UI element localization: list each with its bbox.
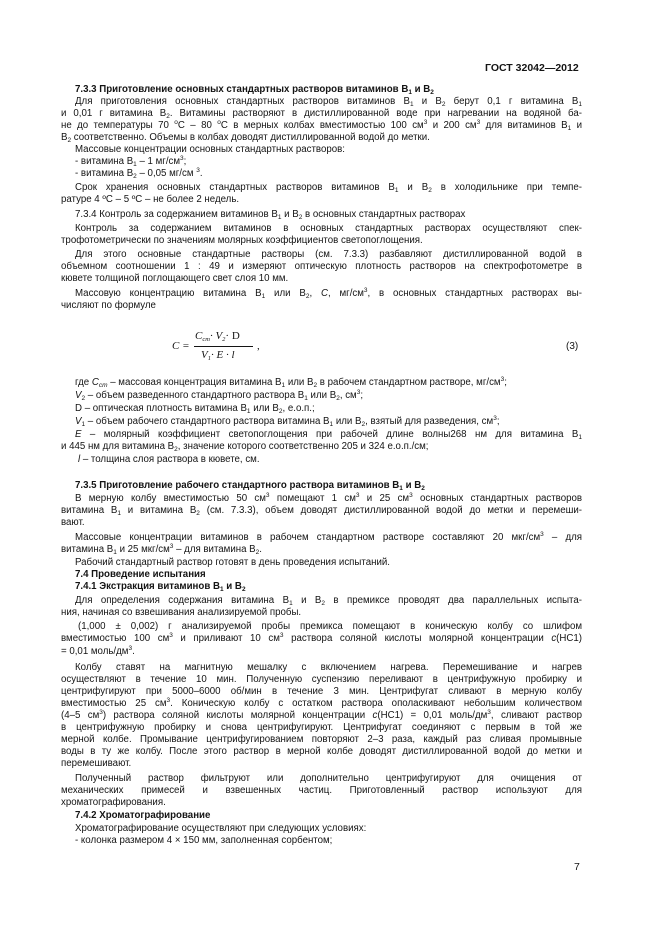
text-line: Срок хранения основных стандартных растворов витаминов $В_1$ и $В_2$ в холодильнике при темпе- bbox=[75, 182, 582, 194]
text-line: ния, начиная со взвешивания анализируемой пробы. bbox=[61, 607, 302, 618]
text-line: осуществляют в течение 10 мин. Полученную суспензию переливают в центрифужную пробирку и bbox=[61, 674, 582, 685]
text-line: Массовую концентрацию витамина $В_1$ или $В_2$, С, $мг/см^3$, в основных стандартных растворах вы- bbox=[75, 287, 582, 300]
page-number: 7 bbox=[574, 861, 580, 873]
text-line: где $С_{ст}$ – массовая концентрация витамина $В_1$ или $В_2$ в рабочем стандартном растворе, $мг/см^3$; bbox=[75, 376, 507, 389]
section-heading-7-3-3: 7.3.3 Приготовление основных стандартных растворов витаминов $В_1$ и $В_2$ bbox=[75, 84, 434, 96]
text-line: Массовые концентрации основных стандартных растворов: bbox=[75, 144, 345, 155]
formula-numerator: $C_{cm}\cdot V_2\cdot D$ bbox=[195, 330, 240, 343]
text-line: (4–5 $см^3$) раствора соляной кислоты молярной концентрации с(HC1) = 0,01 моль/$дм^3$, сливают раствор bbox=[61, 709, 582, 721]
text-line: в центрифужную пробирку и снова центрифугируют. Центрифугат соединяют с первым в той же bbox=[61, 722, 582, 733]
text-line: центрифугируют при 5000–6000 об/мин в течение 3 мин. Центрифугат сливают в мерную колбу bbox=[61, 686, 582, 697]
text-line: Колбу ставят на магнитную мешалку с включением нагрева. Перемешивание и нагрев bbox=[75, 662, 582, 673]
section-heading-7-3-4: 7.3.4 Контроль за содержанием витаминов $В_1$ и $В_2$ в основных стандартных растворах bbox=[75, 209, 466, 221]
text-line: Для этого основные стандартные растворы (см. 7.3.3) разбавляют дистиллированной водой в bbox=[75, 249, 582, 260]
text-line: механических примесей и взвешенных частиц. Приготовленный раствор используют для bbox=[61, 785, 582, 796]
text-line: вместимостью 25 $см^3$. Коническую колбу с остатком раствора ополаскивают небольшим количеством bbox=[61, 697, 582, 709]
text-line: и 445 нм для витамина $В_2$, значение которого соответственно 205 и 324 е.о.п./см; bbox=[61, 441, 429, 453]
text-line: не до температуры 70 $^о$С – 80 $^о$С в мерных колбах вместимостью 100 $см^3$ и 200 $см^3$ для витаминов $В_1$ и bbox=[61, 119, 583, 132]
formula-denominator: $V_1\cdot E \cdot l$ bbox=[201, 349, 235, 362]
text-line: ратуре 4 ºС – 5 ºС – не более 2 недель. bbox=[61, 194, 240, 205]
section-heading-7-4-1: 7.4.1 Экстракция витаминов $В_1$ и $В_2$ bbox=[75, 581, 246, 593]
formula-number: (3) bbox=[566, 341, 579, 352]
text-line: числяют по формуле bbox=[61, 300, 156, 311]
text-line: В мерную колбу вместимостью 50 $см^3$ помещают 1 $см^3$ и 25 $см^3$ основных стандартных растворов bbox=[75, 492, 583, 504]
section-heading-7-3-5: 7.3.5 Приготовление рабочего стандартного раствора витаминов $В_1$ и $В_2$ bbox=[75, 480, 425, 492]
text-line: - витамина $В_1 - 1$ $мг/см^3$; bbox=[75, 155, 187, 168]
text-line: Для приготовления основных стандартных растворов витаминов $В_1$ и $В_2$ берут 0,1 г витамина $В_1$ bbox=[75, 96, 583, 108]
text-line: мерной колбе. Промывание центрифугированием повторяют 2–3 раза, каждый раз сливая промывные bbox=[61, 734, 582, 745]
text-line: Хроматографирование осуществляют при следующих условиях: bbox=[75, 823, 367, 834]
text-line: $V_2$ – объем разведенного стандартного раствора $В_1$ или $В_2$, $см^3$; bbox=[75, 389, 364, 402]
text-line: хроматографирования. bbox=[61, 797, 166, 808]
section-heading-7-4-2: 7.4.2 Хроматографирование bbox=[75, 810, 211, 821]
text-line: Массовые концентрации витаминов в рабочем стандартном растворе составляют 20 мкг/$см^3$ – для bbox=[75, 531, 582, 543]
text-line: Рабочий стандартный раствор готовят в день проведения испытаний. bbox=[75, 557, 390, 568]
text-line: - витамина $В_2 - 0,05$ мг/см $^3$. bbox=[75, 167, 203, 180]
text-line: перемешивают. bbox=[61, 758, 132, 769]
text-line: $В_2$ соответственно. Объемы в колбах доводят дистиллированной водой до метки. bbox=[61, 132, 430, 144]
formula-comma: , bbox=[257, 340, 260, 352]
text-line: = 0,01 моль/$дм^3$. bbox=[61, 645, 135, 657]
text-line: вместимостью 100 $см^3$ и приливают 10 $см^3$ раствора соляной кислоты молярной концентрации с(HC1) bbox=[61, 632, 582, 644]
formula-lhs: C = bbox=[172, 340, 190, 352]
document-header: ГОСТ 32042—2012 bbox=[485, 62, 579, 74]
text-line: Е – молярный коэффициент светопоглощения при рабочей длине волны268 нм для витамина $В_1$ bbox=[75, 429, 582, 441]
text-line: вают. bbox=[61, 517, 85, 528]
text-line: витамина $В_1$ и витамина $В_2$ (см. 7.3.3), объем доводят дистиллированной водой до метки и перемеши- bbox=[61, 505, 582, 517]
text-line: Полученный раствор фильтруют или дополнительно центрифугируют для очищения от bbox=[75, 773, 582, 784]
text-line: - колонка размером 4 × 150 мм, заполненная сорбентом; bbox=[75, 835, 333, 846]
text-line: $V_1$ – объем рабочего стандартного раствора витамина $В_1$ или $В_2$, взятый для разведения, $см^3$; bbox=[75, 415, 500, 428]
text-line: Для определения содержания витамина $В_1$ и $В_2$ в премиксе проводят два параллельных испыта- bbox=[75, 595, 582, 607]
text-line: кювете толщиной поглощающего свет слоя 10 мм. bbox=[61, 273, 289, 284]
text-line: Контроль за содержанием витаминов в основных стандартных растворах осуществляют спек- bbox=[75, 223, 582, 234]
text-line: воды в ту же колбу. После этого раствор в мерной колбе доводят дистиллированной водой до метки и bbox=[61, 746, 582, 757]
text-line: витамина $В_1$ и 25 мкг/$см^3$ – для витамина $В_2$. bbox=[61, 543, 262, 556]
fraction-bar bbox=[194, 346, 253, 347]
text-line: (1,000 ± 0,002) г анализируемой пробы премикса помещают в коническую колбу со шлифом bbox=[78, 621, 582, 632]
text-line: объемном соотношении 1 : 49 и измеряют оптическую плотность растворов на спектрофотометре в bbox=[61, 261, 582, 272]
section-heading-7-4: 7.4 Проведение испытания bbox=[75, 569, 206, 580]
text-line: D – оптическая плотность витамина $В_1$ или $В_2$, е.о.п.; bbox=[75, 403, 315, 415]
text-line: и 0,01 г витамина $В_2$. Витамины растворяют в дистиллированной воде при нагревании на водяной ба- bbox=[61, 108, 582, 120]
text-line: l – толщина слоя раствора в кювете, см. bbox=[78, 454, 260, 465]
text-line: трофотометрически по значениям молярных коэффициентов светопоглощения. bbox=[61, 235, 423, 246]
